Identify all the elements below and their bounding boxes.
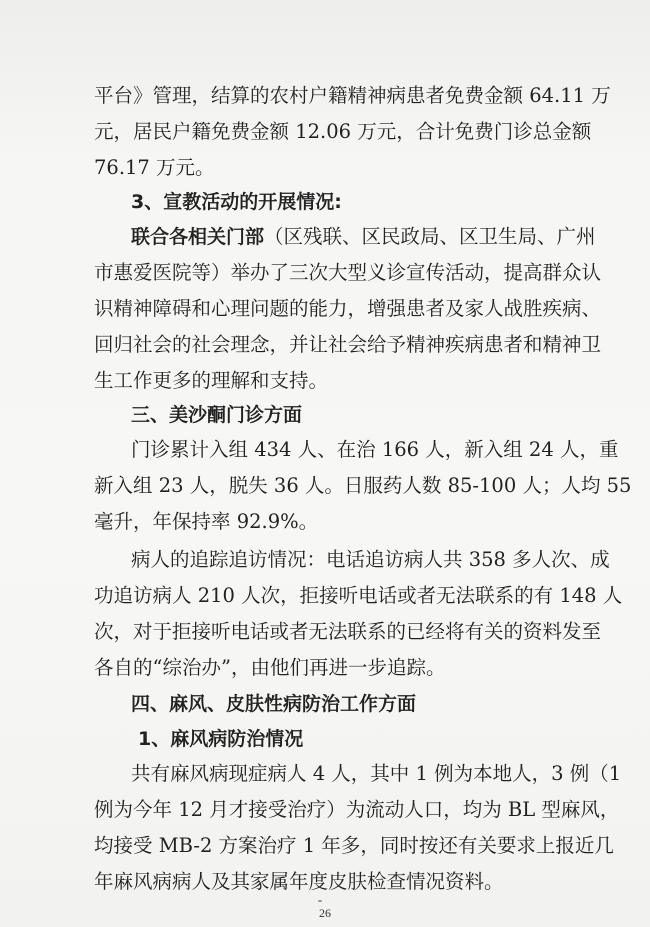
paragraph-line: 各自的“综治办”，由他们再进一步追踪。 — [94, 656, 446, 679]
bold-lead-text: 联合各相关门部 — [131, 226, 265, 248]
paragraph-line: 元，居民户籍免费金额 12.06 万元，合计免费门诊总金额 — [94, 120, 592, 143]
paragraph-line: 回归社会的社会理念，并让社会给予精神疾病患者和精神卫 — [94, 333, 602, 356]
paragraph-line: 门诊累计入组 434 人、在治 166 人，新入组 24 人，重 — [131, 438, 619, 461]
paragraph-line: 识精神障碍和心理问题的能力，增强患者及家人战胜疾病、 — [94, 297, 602, 320]
paragraph-line: 市惠爱医院等）举办了三次大型义诊宣传活动，提高群众认 — [94, 261, 602, 284]
paragraph-line: 平台》管理，结算的农村户籍精神病患者免费金额 64.11 万 — [94, 84, 611, 107]
paragraph-text: （区残联、区民政局、区卫生局、广州 — [264, 225, 596, 248]
paragraph-line: 例为今年 12 月才接受治疗）为流动人口，均为 BL 型麻风， — [94, 798, 620, 821]
paragraph-line: 次，对于拒接听电话或者无法联系的已经将有关的资料发至 — [94, 620, 602, 643]
section-heading: 三、美沙酮门诊方面 — [131, 404, 303, 426]
paragraph-line: 年麻风病病人及其家属年度皮肤检查情况资料。 — [94, 870, 504, 893]
paragraph-line: 新入组 23 人，脱失 36 人。日服药人数 85-100 人；人均 55 — [94, 474, 632, 497]
paragraph-line: 毫升，年保持率 92.9%。 — [94, 510, 319, 533]
paragraph-line: 生工作更多的理解和支持。 — [94, 369, 329, 392]
paragraph-line: 病人的追踪追访情况：电话追访病人共 358 多人次、成 — [131, 548, 610, 571]
section-heading: 四、麻风、皮肤性病防治工作方面 — [131, 693, 417, 715]
paragraph-line: 均接受 MB-2 方案治疗 1 年多，同时按还有关要求上报近几 — [94, 834, 614, 857]
scan-speck — [318, 900, 322, 902]
paragraph-line: 76.17 万元。 — [94, 156, 215, 179]
paragraph-line: 共有麻风病现症病人 4 人，其中 1 例为本地人，3 例（1 — [131, 762, 622, 785]
paragraph-line: 功追访病人 210 人次，拒接听电话或者无法联系的有 148 人 — [94, 584, 623, 607]
page-number: 26 — [319, 906, 331, 920]
section-heading: 3、宣教活动的开展情况: — [131, 191, 342, 213]
paragraph-line — [131, 225, 650, 249]
subsection-heading: 1、麻风病防治情况 — [138, 728, 304, 750]
